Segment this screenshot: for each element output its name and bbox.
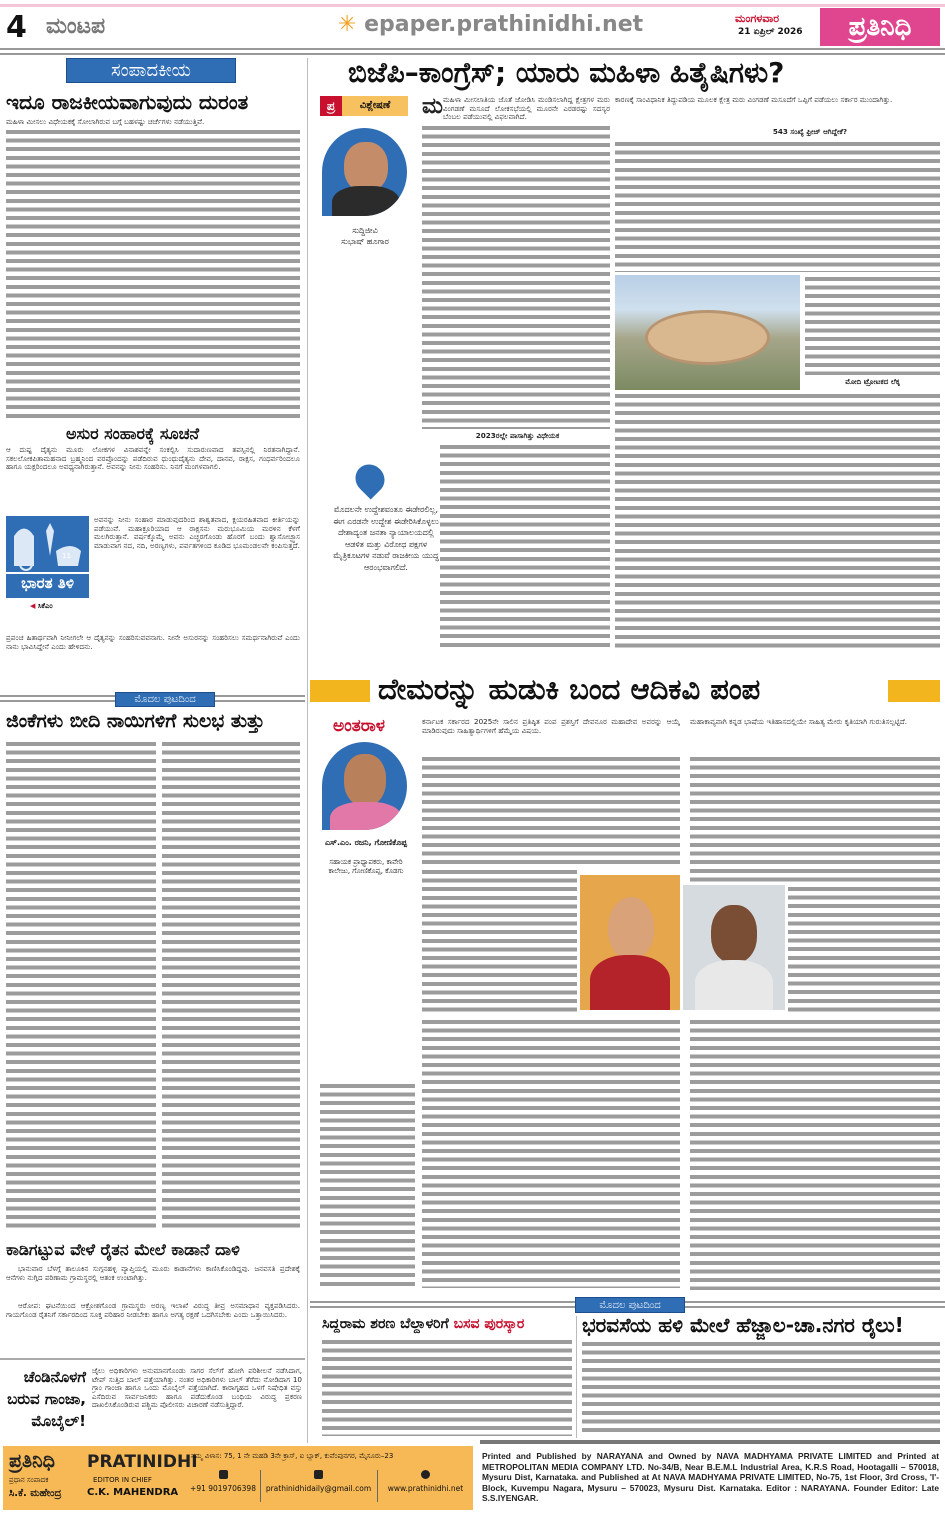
email[interactable]: prathinidhidaily@gmail.com xyxy=(261,1470,376,1493)
headline-bar-left xyxy=(310,680,370,702)
globe-icon xyxy=(421,1470,430,1479)
pampa-tag: ಅಂತರಾಳ xyxy=(333,716,385,736)
column-number: 11 xyxy=(62,552,71,560)
asura-author: ◀ ಸಿಕೆಎಂ xyxy=(30,602,53,610)
rail-headline: ಭರವಸೆಯ ಹಳಿ ಮೇಲೆ ಹೆಜ್ಜಾಲ-ಚಾ.ನಗರ ರೈಲು! xyxy=(582,1313,904,1337)
editor-name: C.K. MAHENDRA xyxy=(87,1487,179,1498)
lead-intro: ಮಮಹಿಳಾ ಮೀಸಲಾತಿಯ ಜೊತೆ ಜೋಡಿಸಿ ಮಂಡಿಸಲಾಗಿದ್ದ ಕ್ಷೇತ್ರಗಳ ಮರು ವಿಂಗಡಣೆ ಮಸೂದೆ ಲೋಕಸಭೆಯಲ್ಲಿ ಮೂರನೇ ಎರಡರಷ್ಟು ಸದಸ್ಯರ ಬೆಂಬಲ ಪಡೆಯುವಲ್ಲಿ ವಿಫಲವಾಗಿದೆ. xyxy=(422,96,610,122)
ganja-body: ಜೈಲು ಅಧಿಕಾರಿಗಳು ಅನುಮಾನಗೊಂಡು ಸಾಗರ ಸೆಲ್‌ಗೆ ಹೋಗಿ ಪರಿಶೀಲನೆ ನಡೆಸಿದಾಗ, ಟೇಪ್ ಸುತ್ತಿದ ಬಾಲ್ ಪತ್ತೆಯಾಗಿತ್ತು. ನಂತರ ಅಧಿಕಾರಿಗಳು ಬಾಲ್ ತೆರೆದು ನೋಡಿದಾಗ 10 ಗ್ರಾಂ ಗಾಂಜಾ ಹಾಗೂ ಒಂದು ಮೊಬೈಲ್ ಪತ್ತೆಯಾಗಿದೆ. ಕಾರಾಗೃಹದ ಒಳಗೆ ನಿಷೇಧಿತ ವಸ್ತು ಎಸೆದಿರುವ ಸಾರ್ವಜನಿಕರು ಹಾಗೂ ಪಡೆದುಕೊಂಡ ಬಂಧಿಯ ವಿರುದ್ಧ ಪ್ರಕರಣ ದಾಖಲಿಸಿಕೊಂಡಿರುವ ಪಶ್ಚಿಮ ಪೊಲೀಸರು ವಿಚಾರಣೆ ನಡೆಸುತ್ತಿದ್ದಾರೆ. xyxy=(92,1367,302,1410)
pampa-body-col1 xyxy=(422,755,680,865)
day: ಮಂಗಳವಾರ xyxy=(735,12,780,25)
lead-headline: ಬಿಜೆಪಿ–ಕಾಂಗ್ರೆಸ್; ಯಾರು ಮಹಿಳಾ ಹಿತೈಷಿಗಳು? xyxy=(348,56,785,89)
editorial-banner: ಸಂಪಾದಕೀಯ xyxy=(66,58,236,83)
asura-headline: ಅಸುರ ಸಂಹಾರಕ್ಕೆ ಸೂಚನೆ xyxy=(66,424,200,443)
elephant-p2: ಆರೋಪ: ಘಟನೆಯಿಂದ ಆಕ್ರೋಶಗೊಂಡ ಗ್ರಾಮಸ್ಥರು ಅರಣ್ಯ ಇಲಾಖೆ ವಿರುದ್ಧ ತೀವ್ರ ಅಸಮಾಧಾನ ವ್ಯಕ್ತಪಡಿಸಿದರು. ಗಾಯಗೊಂಡ ರೈತನಿಗೆ ಸರ್ಕಾರದಿಂದ ಸೂಕ್ತ ಪರಿಹಾರ ನೀಡಬೇಕು ಹಾಗೂ ಅಗತ್ಯ ರಕ್ಷಣೆ ಒದಗಿಸಬೇಕು ಎಂದು ಒತ್ತಾಯಿಸಿದರು. xyxy=(6,1302,300,1319)
pampa-body-col0 xyxy=(320,1082,415,1290)
devanur-photo xyxy=(683,885,785,1010)
basava-headline: ಸಿದ್ದರಾಮ ಶರಣ ಬೆಲ್ದಾಳರಿಗೆ ಬಸವ ಪುರಸ್ಕಾರ xyxy=(322,1316,525,1332)
mail-icon xyxy=(314,1470,323,1479)
headline-bar-right xyxy=(888,680,940,702)
subhead-2023: 2023ರಲ್ಲೇ ಪಾಸಾಗಿತ್ತು ವಿಧೇಯಕ xyxy=(475,431,560,440)
pampa-body-col2b xyxy=(788,885,940,1013)
site-url: epaper.prathinidhi.net xyxy=(364,12,644,37)
pampa-body-col2 xyxy=(690,755,940,883)
sun-icon: ✳ xyxy=(338,12,357,37)
author-name: ಸುಭಾಷ್ ಹೂಗಾರ xyxy=(341,237,389,246)
pull-quote: ಮೊದಲನೇ ಉದ್ದೇಶವಂತೂ ಈಡೇರಲಿಲ್ಲ, ಈಗ ಎರಡನೇ ಉದ್ದೇಶ ಈಡೇರಿಸಿಕೊಳ್ಳಲು ದೇಶಾದ್ಯಂತ ಜನತಾ ನ್ಯಾಯಾಲಯದಲ್ಲಿ ಆಡಳಿತ ಮತ್ತು ವಿರೋಧ ಪಕ್ಷಗಳ ಮೈತ್ರಿಕೂಟಗಳ ನಡುವೆ ರಾಜಕೀಯ ಯುದ್ಧ ಆರಂಭವಾಗಲಿದೆ. xyxy=(333,505,439,572)
editorial-body xyxy=(6,128,300,418)
header-rule xyxy=(0,48,945,55)
asura-p1: ಆ ದುಷ್ಟ ದೈತ್ಯನು ಮೂರು ಲೋಕಗಳ ವಿನಾಶವನ್ನೇ ಸಂಕಲ್ಪಿಸಿ ಸುದಾರುಣವಾದ ತಪಸ್ಸಿನಲ್ಲಿ ನಿರತನಾಗಿದ್ದಾನೆ. ಸಕಲಲೋಕಪಿತಾಮಹನಾದ ಬ್ರಹ್ಮನಿಂದ ವರಪ್ರೊಂದನ್ನು ಪಡೆದಿರುವ ಧುಂಧುದೈತ್ಯನು ದೇವ, ದಾನವ, ರಾಕ್ಷಸ, ಗಂಧರ್ವರಿಂದಲೂ ಹಾಗೂ ಯಕ್ಷರಿಂದಲೂ ಅವಧ್ಯನಾಗಿರುತ್ತಾನೆ. ಅವನನ್ನು ನೀನು ಸಂಹರಿಸು. ನಿನಗೆ ಮಂಗಳವಾಗಲಿ. xyxy=(6,446,300,472)
editorial-headline: ಇದೂ ರಾಜಕೀಯವಾಗುವುದು ದುರಂತ xyxy=(6,90,249,114)
editorial-lead: ಮಹಿಳಾ ಮೀಸಲು ವಿಧೇಯಕಕ್ಕೆ ಸೋಲಾಗಿರುವ ಬಗ್ಗೆ ಬಹಳಷ್ಟು ಚರ್ಚೆಗಳು ನಡೆಯುತ್ತಿವೆ. xyxy=(6,118,205,126)
author-role: ಸುದ್ದಿಜೀವಿ xyxy=(352,226,378,235)
deer-headline: ಜಿಂಕೆಗಳು ಬೀದಿ ನಾಯಿಗಳಿಗೆ ಸುಲಭ ತುತ್ತು xyxy=(6,710,265,732)
site-link[interactable] xyxy=(338,12,643,37)
pampa-headline: ದೇಮರನ್ನು ಹುಡುಕಿ ಬಂದ ಆದಿಕವಿ ಪಂಪ xyxy=(378,672,761,706)
bharata-tili-logo xyxy=(6,516,89,598)
page-number: 4 xyxy=(6,10,27,45)
elephant-headline: ಕಾಡಿಗಟ್ಟುವ ವೇಳೆ ರೈತನ ಮೇಲೆ ಕಾಡಾನೆ ದಾಳಿ xyxy=(6,1240,240,1259)
asura-p2: ಅವನನ್ನು ನೀನು ಸಂಹಾರ ಮಾಡುವುದರಿಂದ ಶಾಶ್ವತವಾದ, ಕ್ಷಯರಹಿತವಾದ ಕೀರ್ತಿಯನ್ನು ಪಡೆಯುವೆ. ಮಹಾಕ್ರೂರಿಯಾದ ಆ ರಾಕ್ಷಸನು ಮರುಭೂಮಿಯ ಮರಳಿನ ಕೆಳಗೆ ಮಲಗಿರುತ್ತಾನೆ. ವರ್ಷಕ್ಕೊಮ್ಮೆ ಅವನು ಎಚ್ಚರಗೊಂಡು ಹೊರಗೆ ಬಂದು ಶ್ವಾಸೋಚ್ಛ್ವಾಸ ಮಾಡುವಾಗ ನದ, ನದಿ, ಅರಣ್ಯಗಳು, ಪರ್ವತಗಳಿಂದ ಕೂಡಿದ ಭೂಮಂಡಲವೇ ಕಂಪಿಸುತ್ತದೆ. xyxy=(94,516,300,550)
author-photo xyxy=(322,128,407,216)
date: 21 ಏಪ್ರಿಲ್ 2026 xyxy=(738,27,803,37)
divider xyxy=(576,1316,577,1438)
deer-body-col2-bullets xyxy=(162,740,300,1230)
footer-rule xyxy=(480,1440,940,1444)
footer-brand: PRATINIDHI xyxy=(87,1452,198,1472)
quote-drop-icon xyxy=(349,458,390,499)
chariot-icon xyxy=(6,516,89,571)
editor-label-kn: ಪ್ರಧಾನ ಸಂಪಾದಕ xyxy=(9,1476,49,1484)
section-name: ಮಂಟಪ xyxy=(46,14,106,39)
address: ನಮ್ಮ ವಿಳಾಸ: 75, 1 ನೇ ಮಹಡಿ 3ನೇ ಕ್ರಾಸ್, ಐ ಬ್ಲಾಕ್, ಕುವೆಂಪುನಗರ, ಮೈಸೂರು–23 xyxy=(191,1452,394,1460)
author-photo-2 xyxy=(322,742,407,830)
subhead-543: 543 ಸಂಖ್ಯೆ ಫ್ರೀಜ್ ಆಗಿದ್ದೇಕೆ? xyxy=(772,127,848,136)
from-front-banner-2: ಮೊದಲ ಪುಟದಿಂದ xyxy=(575,1297,685,1313)
column-divider xyxy=(307,58,308,1443)
rail-body xyxy=(582,1340,940,1436)
editor-kn: ಸಿ.ಕೆ. ಮಹೇಂದ್ರ xyxy=(9,1488,62,1499)
basava-body xyxy=(322,1338,572,1436)
pampa-col2-intro: ಮಹಾಕಾವ್ಯವಾಗಿ ಕನ್ನಡ ಭಾಷೆಯ ಇತಿಹಾಸದಲ್ಲಿಯೇ ಸಾಹಿತ್ಯ ಮೇರು ಕೃತಿಯಾಗಿ ಗುರುತಿಸಲ್ಪಟ್ಟಿದೆ. xyxy=(690,718,908,726)
asura-p3: ಪ್ರಪಂಚ ಹಿತಾರ್ಥವಾಗಿ ನೀನೀಗಲೇ ಆ ದೈತ್ಯನನ್ನು ಸಂಹರಿಸುವವನಾಗು. ನೀನೇ ಅಸುರನನ್ನು ಸಂಹರಿಸಲು ಸಮರ್ಥನಾಗಿರುವೆ ಎಂದು ನಾನು ಭಾವಿಸಿದ್ದೇನೆ ಎಂದು ಹೇಳಿದನು. xyxy=(6,634,300,651)
lead-body-col3 xyxy=(805,275,940,375)
top-accent xyxy=(0,4,945,7)
divider xyxy=(0,1358,305,1360)
lead-body-col2b xyxy=(615,392,940,650)
analysis-tag xyxy=(320,96,408,116)
pampa-author: ಎಸ್.ಎಂ. ರಜನಿ, ಗೋಣಿಕೊಪ್ಪ xyxy=(325,838,407,847)
phone[interactable]: +91 9019706398 xyxy=(188,1470,258,1493)
column-logo-text: ಭಾರತ ತಿಳಿ xyxy=(6,572,89,592)
elephant-p1: ಭಾನುವಾರ ಬೆಳಗ್ಗೆ ತಾಲೂಕಿನ ಸುಗ್ಗನಹಳ್ಳಿ ವ್ಯಾಪ್ತಿಯಲ್ಲಿ ಮೂರು ಕಾಡಾನೆಗಳು ಕಾಣಿಸಿಕೊಂಡಿದ್ದವು. ಜನವಸತಿ ಪ್ರದೇಶಕ್ಕೆ ಆನೆಗಳು ನುಗ್ಗಿದ ಪರಿಣಾಮ ಗ್ರಾಮಸ್ಥರಲ್ಲಿ ಆತಂಕ ಉಂಟಾಗಿತ್ತು. xyxy=(6,1265,300,1282)
footer-box xyxy=(3,1446,473,1510)
pampa-intro: ಕರ್ನಾಟಕ ಸರ್ಕಾರದ 2025ನೇ ಸಾಲಿನ ಪ್ರತಿಷ್ಠಿತ ಪಂಪ ಪ್ರಶಸ್ತಿಗೆ ದೇವನೂರ ಮಹಾದೇವ ಅವರನ್ನು ಆಯ್ಕೆ ಮಾಡಿರುವುದು ಸಾಹಿತ್ಯಾರ್ಥಿಗಳಿಗೆ ಹೆಮ್ಮೆಯ ವಿಷಯ. xyxy=(422,718,680,735)
parliament-photo xyxy=(615,275,800,390)
deer-body-col1 xyxy=(6,740,156,1230)
pampa-author-desc: ಸಹಾಯಕ ಪ್ರಾಧ್ಯಾಪಕರು, ಕಾವೇರಿ ಕಾಲೇಜು, ಗೋಣಿಕೊಪ್ಪ, ಕೊಡಗು xyxy=(328,858,404,875)
pampa-painting xyxy=(580,875,680,1010)
pampa-body-col1b xyxy=(422,868,577,1013)
pampa-body-col1c xyxy=(422,1018,680,1288)
editor-label: EDITOR IN CHIEF xyxy=(93,1476,152,1484)
pra-icon: ಪ್ರ xyxy=(320,96,342,116)
lead-body-col2 xyxy=(615,140,940,272)
lead-body-col1 xyxy=(422,124,610,429)
imprint: Printed and Published by NARAYANA and Owned by NAVA MADHYAMA PRIVATE LIMITED and Printed at METROPOLITAN MEDIA COMPANY LTD. No-34/B, Near B.E.M.L Industrial Area, K.R.S Road, Hootagalli – 570018, Mysuru Dist, Karnataka. and Published at At NAVA MADHYAMA PRIVATE LIMITED, No-75, 1st Floor, 3rd Cross, 'I'- Block, Kuvempu Nagara, Mysuru – 570023, Mysuru Dist. Karnataka. Editor : NARAYANA. Founder Editor: Late S.S.IYENGAR. xyxy=(482,1451,939,1504)
pampa-body-col2c xyxy=(690,1018,940,1290)
lead-col2-intro: ಕಾರಣಕ್ಕೆ ಸಾಂವಿಧಾನಿಕ ತಿದ್ದುಪಡಿಯ ಮೂಲಕ ಕ್ಷೇತ್ರ ಮರು ವಿಂಗಡಣೆ ಮಸೂದೆಗೆ ಒಪ್ಪಿಗೆ ಪಡೆಯಲು ಸರ್ಕಾರ ಮುಂದಾಗಿತ್ತು. xyxy=(615,96,893,104)
ganja-headline: ಚೆಂಡಿನೊಳಗೆ ಬರುವ ಗಾಂಜಾ, ಮೊಬೈಲ್! xyxy=(7,1368,86,1430)
subhead-modi: ಮೋದಿ ಟ್ರೋಟಕದ ಲೆಕ್ಕ xyxy=(845,377,900,386)
website[interactable]: www.prathinidhi.net xyxy=(378,1470,473,1493)
phone-icon xyxy=(219,1470,228,1479)
lead-body-col1b xyxy=(440,443,610,650)
footer-logo: ಪ್ರತಿನಿಧಿ xyxy=(9,1450,55,1472)
tag-label: ವಿಶ್ಲೇಷಣೆ xyxy=(359,100,391,111)
logo: ಪ್ರತಿನಿಧಿ xyxy=(820,8,940,46)
from-front-banner: ಮೊದಲ ಪುಟದಿಂದ xyxy=(115,692,215,707)
